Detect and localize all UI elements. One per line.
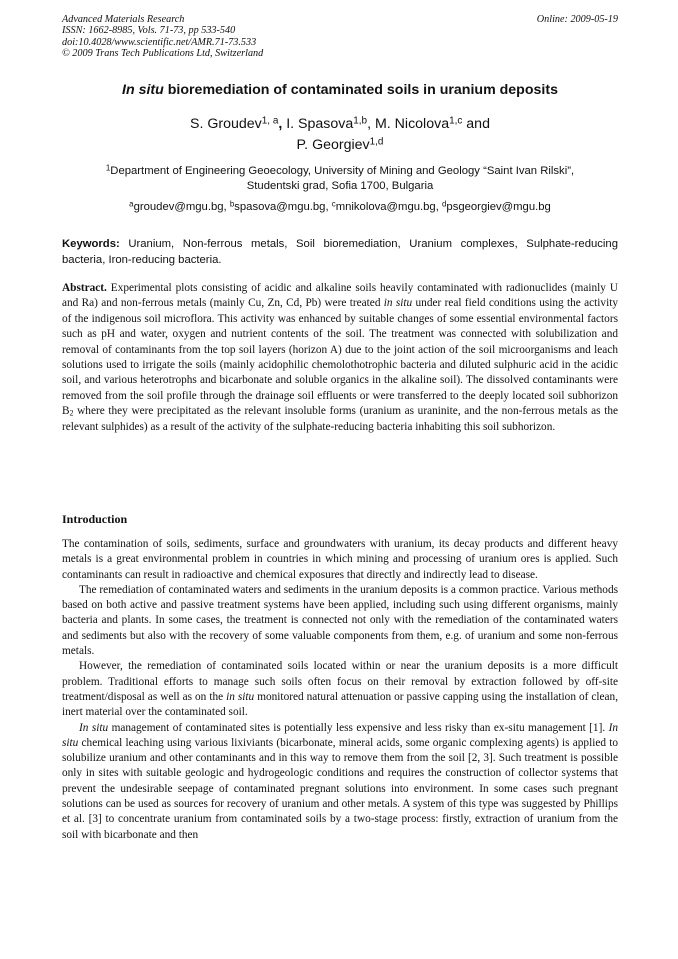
email-link[interactable]: mnikolova@mgu.bg, xyxy=(335,201,439,213)
section-heading-introduction: Introduction xyxy=(62,512,128,526)
author-list xyxy=(62,114,618,156)
journal-name: Advanced Materials Research xyxy=(62,14,185,25)
author-name: M. Nicolova xyxy=(374,116,450,132)
title-rest: bioremediation of contaminated soils in uranium deposits xyxy=(163,82,558,98)
keywords xyxy=(62,237,618,268)
author-affil-sup: 1,d xyxy=(369,136,384,148)
abstract-label: Abstract. xyxy=(62,282,107,294)
abstract: Abstract. Experimental plots consisting of acidic and alkaline soils heavily contaminated with radionuclides (mainly U and Ra) and non-ferrous metals (mainly Cu, Zn, Cd, Pb) were treated in situ under real field conditions using the activity of the indigenous soil microflora. This activity was enhanced by suitable changes of some essential environmental factors such as pH and water, oxygen and nutrient contents of the soil. The treatment was connected with solubilization and removal of contaminants from the top soil layers (horizon A) due to the joint action of the soil microorganisms and leach solutions used to irrigate the soils (mainly acidophilic chemolothotrophic bacteria and diluted sulphuric acid in the acidic soil, and various heterotrophs and bicarbonate and soluble organics in the alkaline soil). The dissolved contaminants were removed from the soil profile through the drainage soil effluents or were transferred to the deeply located soil subhorizon $B_2$ where they were precipitated as the relevant insoluble forms (uranium as uraninite, and the non-ferrous metals as the relevant sulphides) as a result of the activity of the sulphate-reducing bacteria inhabiting this soil subhorizon. xyxy=(62,282,618,433)
author-name: S. Groudev xyxy=(190,116,262,132)
affiliation-line-2: Studentski grad, Sofia 1700, Bulgaria xyxy=(246,179,434,192)
author-line-2 xyxy=(62,135,618,156)
author-name: P. Georgiev xyxy=(296,137,370,153)
journal-doi: doi:10.4028/www.scientific.net/AMR.71-73.533 xyxy=(62,36,257,48)
paragraph: In situ management of contaminated sites is potentially less expensive and less risky than ex-situ management [1]. In situ chemical leaching using various lixiviants (bicarbonate, mineral acids, some organic complexing agents) is applied to solubilize uranium and other contaminants and in this way to remove them from the soil [2, 3]. Such treatment is possible only in sites with suitable geologic and hydrogeologic conditions and requires the construction of collector systems that prevent the undesirable seepage of contaminated pregnant solutions into environment. In some cases such pregnant solutions can be used as sources for recovery of uranium and other metals. A system of this type was suggested by Phillips et al. [3] to concentrate uranium from contaminated soils by a two-stage process: firstly, extraction of uranium from the soil with bicarbonate and then xyxy=(62,721,618,841)
affiliation xyxy=(62,164,618,193)
journal-header xyxy=(62,14,618,60)
author-and: and xyxy=(462,116,490,132)
affiliation-sup: 1 xyxy=(105,163,111,173)
title-insitu: In situ xyxy=(122,82,164,98)
paragraph: However, the remediation of contaminated soils located within or near the uranium deposits is a more difficult problem. Traditional efforts to manage such soils often focus on their removal by extraction followed by off-site treatment/disposal as well as on the in situ monitored natural attenuation or passive capping using the installation of clean, inert material over the contaminated soil. xyxy=(62,660,619,719)
author-emails: $^a$groudev@mgu.bg, $^b$spasova@mgu.bg, $^c$mnikolova@mgu.bg, $^d$psgeorgiev@mgu.bg xyxy=(129,199,551,213)
email-link[interactable]: groudev@mgu.bg, xyxy=(133,201,227,213)
author-line-1: S. Groudev$^{1, a}$, I. Spasova$^{1,b}$, M. Nicolova$^{1,c}$ and xyxy=(190,115,490,132)
affiliation-line-1: Department of Engineering Geoecology, University of Mining and Geology “Saint Ivan Rilski”, xyxy=(110,165,575,177)
keywords-text: Uranium, Non-ferrous metals, Soil bioremediation, Uranium complexes, Sulphate-reducing bacteria, Iron-reducing bacteria. xyxy=(62,238,618,266)
paper-title xyxy=(62,81,618,99)
journal-issn: ISSN: 1662-8985, Vols. 71-73, pp 533-540 xyxy=(62,25,236,37)
keywords-label: Keywords: xyxy=(62,238,120,250)
journal-copyright: © 2009 Trans Tech Publications Ltd, Switzerland xyxy=(62,48,264,60)
online-date: Online: 2009-05-19 xyxy=(536,14,618,25)
author-affil-sup: 1, a xyxy=(261,115,279,127)
paragraph: The remediation of contaminated waters and sediments in the uranium deposits is a common practice. Various methods based on both active and passive treatment systems have been applied, including such using different organisms, mainly bacteria and plants. In some cases, the treatment is connected not only with the remediation of the contaminated waters and sediments but also with the recovery of some valuable components from them, e.g. of uranium and some non-ferrous metals. xyxy=(62,583,618,658)
author-affil-sup: 1,c xyxy=(449,115,463,127)
introduction-body xyxy=(62,537,618,843)
email-link[interactable]: psgeorgiev@mgu.bg xyxy=(446,201,551,213)
author-name: I. Spasova xyxy=(286,116,354,132)
author-affil-sup: 1,b xyxy=(353,115,368,127)
paragraph: The contamination of soils, sediments, surface and groundwaters with uranium, its decay products and different heavy metals is a great environmental problem in countries in which mining and processing of uranium ores is applied. Such contaminants can result in radioactive and chemical exposures that directly and indirectly lead to disease. xyxy=(62,538,618,581)
email-link[interactable]: spasova@mgu.bg, xyxy=(234,201,329,213)
